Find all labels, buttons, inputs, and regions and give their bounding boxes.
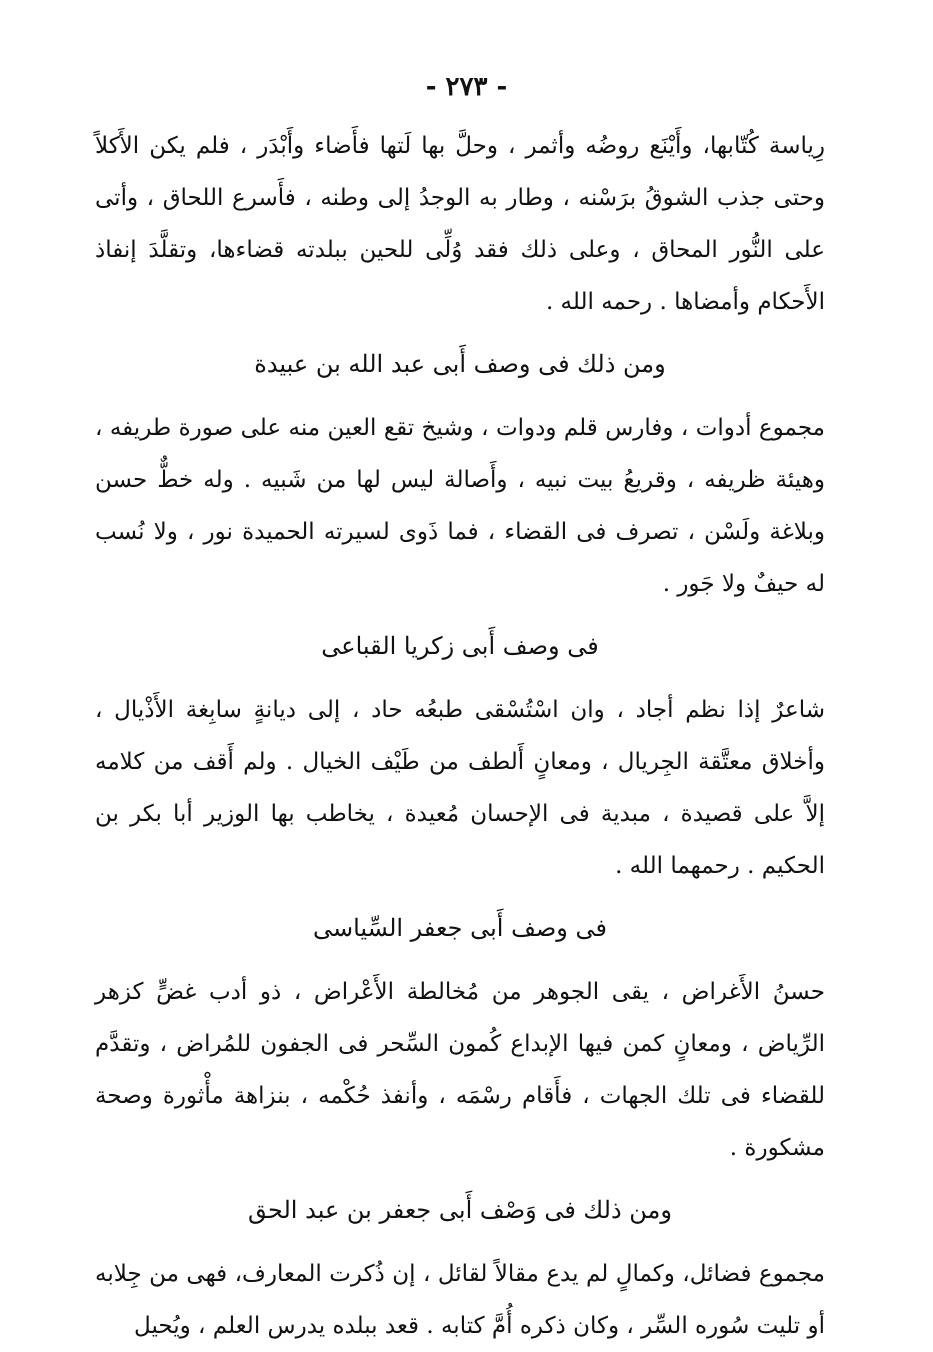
paragraph: رِياسة كُتّابها، وأَيْنَع روضُه وأثمر ، وحلَّ بها لَتها فأَضاء وأَبْدَر ، فلم يكن الأَكلاً وحتى جذب الشوقُ برَسْنه ، وطار به الوجدُ إلى وطنه ، فأَسرع اللحاق ، وأتى على النُّور المحاق ، وعلى ذلك فقد وُلِّى للحين ببلدته قضاءها، وتقلَّدَ إنفاذ الأَحكام وأمضاها . رحمه الله . [95,133,825,315]
paragraph: مجموع فضائل، وكمالٍ لم يدع مقالاً لقائل ، إن ذُكرت المعارف، فهى من جِلابه أو تليت سُوره السِّر ، وكان ذكره أُمَّ كتابه . قعد ببلده يدرس العلم ، ويُحيل [95,1261,825,1339]
section-heading: فى وصف أَبى زكريا القباعى [321,632,599,660]
section-heading: ومن ذلك فى وَصْف أَبى جعفر بن عبد الحق [247,1196,672,1224]
paragraph: مجموع أدوات ، وفارس قلم ودوات ، وشيخ تقع العين منه على صورة طريفه ، وهيئة ظريفه ، وقريعُ بيت نبيه ، وأَصالة ليس لها من شَبيه . وله خطٌّ حسن وبلاغة ولَسْن ، تصرف فى القضاء ، فما ذَوى لسيرته الحميدة نور ، ولا نُسب له حيفٌ ولا جَور . [95,415,825,597]
paragraph: شاعرٌ إذا نظم أجاد ، وان اسْتُسْقى طبعُه حاد ، إلى ديانةٍ سابِغة الأَذْيال ، وأخلاق معتَّقة الجِريال ، ومعانٍ أَلطف من طَيْف الخيال . ولم أَقف من كلامه إلاَّ على قصيدة ، مبدية فى الإحسان مُعيدة ، يخاطب بها الوزير أبا بكر بن الحكيم . رحمهما الله . [95,697,825,879]
paragraph: حسنُ الأَغراض ، يقى الجوهر من مُخالطة الأَعْراض ، ذو أدب غضٍّ كزهر الرِّياض ، ومعانٍ كمن فيها الإبداع كُمون السِّحر فى الجفون للمُراض ، وتقدَّم للقضاء فى تلك الجهات ، فأَقام رسْمَه ، وأنفذ حُكْمه ، بنزاهة مأْثورة وصحة مشكورة . [95,979,825,1161]
page-body [95,120,825,1352]
section-heading: فى وصف أَبى جعفر السِّياسى [312,914,607,942]
section-heading: ومن ذلك فى وصف أَبى عبد الله بن عبيدة [254,350,666,378]
page-number: - ٢٧٣ - [425,72,508,102]
